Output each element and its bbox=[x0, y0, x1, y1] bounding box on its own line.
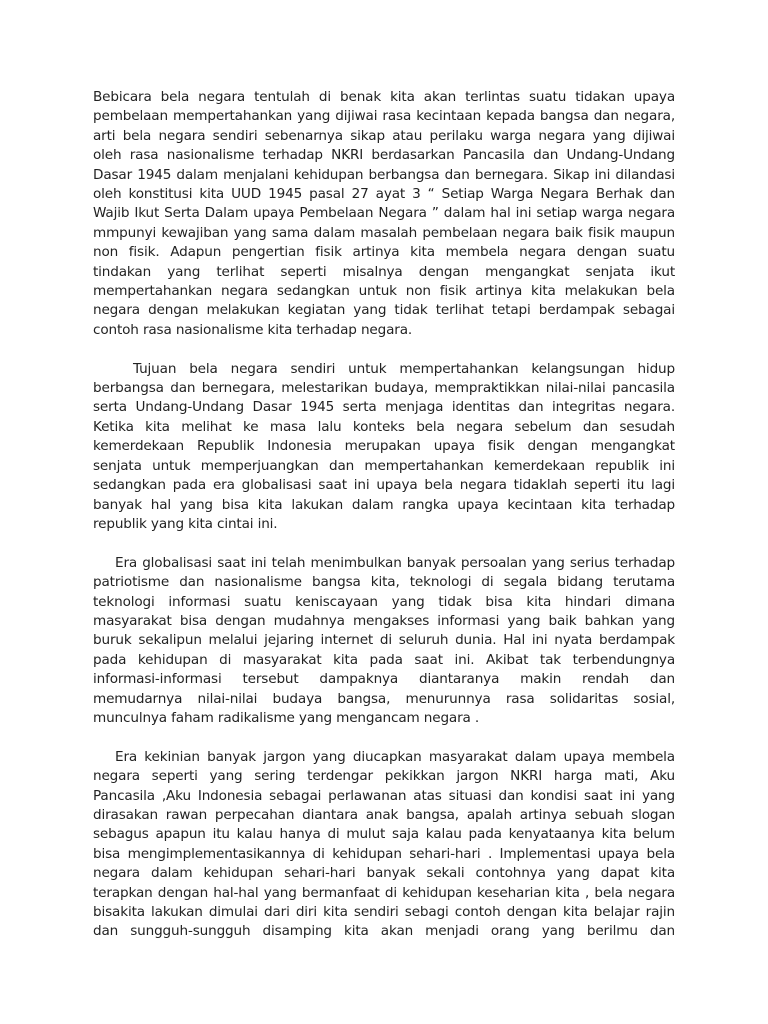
text-line: serta Undang-Undang Dasar 1945 serta menjaga identitas dan integritas negara. bbox=[93, 399, 675, 416]
text-line: sedangkan pada era globalisasi saat ini upaya bela negara tidaklah seperti itu lagi bbox=[93, 477, 675, 494]
text-line: pada kehidupan di masyarakat kita pada saat ini. Akibat tak terbendungnya bbox=[93, 651, 675, 668]
paragraph bbox=[93, 360, 675, 535]
text-line: mempertahankan negara sedangkan untuk non fisik artinya kita melakukan bela bbox=[93, 283, 675, 300]
text-line: Tujuan bela negara sendiri untuk mempertahankan kelangsungan hidup bbox=[133, 360, 675, 377]
text-line: teknologi informasi suatu keniscayaan yang tidak bisa kita hindari dimana bbox=[93, 593, 675, 610]
text-line: masyarakat bisa dengan mudahnya mengakses informasi yang baik bahkan yang bbox=[93, 612, 675, 629]
text-line: buruk sekalipun melalui jejaring internet di seluruh dunia. Hal ini nyata berdampak bbox=[93, 632, 675, 649]
text-line: terapkan dengan hal-hal yang bermanfaat di kehidupan keseharian kita , bela negara bbox=[93, 884, 675, 901]
text-line: Ketika kita melihat ke masa lalu konteks bela negara sebelum dan sesudah bbox=[93, 418, 675, 435]
text-line: negara dengan melakukan kegiatan yang tidak terlihat tetapi berdampak sebagai bbox=[93, 302, 675, 319]
text-line: bisa mengimplementasikannya di kehidupan sehari-hari . Implementasi upaya bela bbox=[93, 845, 675, 862]
text-line: patriotisme dan nasionalisme bangsa kita, teknologi di segala bidang terutama bbox=[93, 574, 675, 591]
text-line: contoh rasa nasionalisme kita terhadap negara. bbox=[93, 321, 413, 338]
text-line: kemerdekaan Republik Indonesia merupakan upaya fisik dengan mengangkat bbox=[93, 438, 675, 455]
text-line: dan sungguh-sungguh disamping kita akan menjadi orang yang berilmu dan bbox=[93, 923, 675, 940]
text-line: oleh konstitusi kita UUD 1945 pasal 27 ayat 3 “ Setiap Warga Negara Berhak dan bbox=[93, 186, 675, 203]
text-line: negara dalam kehidupan sehari-hari banyak sekali contohnya yang dapat kita bbox=[93, 865, 675, 882]
document-body bbox=[93, 88, 675, 961]
text-line: munculnya faham radikalisme yang mengancam negara . bbox=[93, 709, 480, 726]
text-line: dirasakan rawan perpecahan diantara anak bangsa, apalah artinya sebuah slogan bbox=[93, 806, 675, 823]
paragraph bbox=[93, 88, 675, 340]
text-line: senjata untuk memperjuangkan dan mempertahankan kemerdekaan republik ini bbox=[93, 457, 675, 474]
text-line: non fisik. Adapun pengertian fisik artinya kita membela negara dengan suatu bbox=[93, 244, 675, 261]
text-line: negara seperti yang sering terdengar pekikkan jargon NKRI harga mati, Aku bbox=[93, 768, 675, 785]
text-line: arti bela negara sendiri sebenarnya sikap atau perilaku warga negara yang dijiwai bbox=[93, 127, 675, 144]
text-line: oleh rasa nasionalisme terhadap NKRI berdasarkan Pancasila dan Undang-Undang bbox=[93, 147, 675, 164]
paragraph bbox=[93, 554, 675, 729]
text-line: mmpunyi kewajiban yang sama dalam masalah pembelaan negara baik fisik maupun bbox=[93, 224, 675, 241]
paragraph bbox=[93, 748, 675, 942]
text-line: Pancasila ,Aku Indonesia sebagai perlawanan atas situasi dan kondisi saat ini yang bbox=[93, 787, 675, 804]
text-line: bisakita lakukan dimulai dari diri kita sendiri sebagi contoh dengan kita belajar rajin bbox=[93, 904, 675, 921]
text-line: tindakan yang terlihat seperti misalnya dengan mengangkat senjata ikut bbox=[93, 263, 675, 280]
text-line: Wajib Ikut Serta Dalam upaya Pembelaan Negara ” dalam hal ini setiap warga negara bbox=[93, 205, 675, 222]
text-line: sebagus apapun itu kalau hanya di mulut saja kalau pada kenyataanya kita belum bbox=[93, 826, 675, 843]
text-line: informasi-informasi tersebut dampaknya diantaranya makin rendah dan bbox=[93, 671, 675, 688]
text-line: berbangsa dan bernegara, melestarikan budaya, mempraktikkan nilai-nilai pancasila bbox=[93, 380, 675, 397]
text-line: republik yang kita cintai ini. bbox=[93, 515, 278, 532]
text-line: banyak hal yang bisa kita lakukan dalam rangka upaya kecintaan kita terhadap bbox=[93, 496, 675, 513]
text-line: Dasar 1945 dalam menjalani kehidupan berbangsa dan bernegara. Sikap ini dilandasi bbox=[93, 166, 675, 183]
text-line: Era kekinian banyak jargon yang diucapkan masyarakat dalam upaya membela bbox=[115, 748, 675, 765]
text-line: Bebicara bela negara tentulah di benak kita akan terlintas suatu tidakan upaya bbox=[93, 89, 675, 105]
text-line: memudarnya nilai-nilai budaya bangsa, menurunnya rasa solidaritas sosial, bbox=[93, 690, 675, 707]
text-line: Era globalisasi saat ini telah menimbulkan banyak persoalan yang serius terhadap bbox=[115, 554, 675, 571]
text-line: pembelaan mempertahankan yang dijiwai rasa kecintaan kepada bangsa dan negara, bbox=[93, 108, 675, 125]
